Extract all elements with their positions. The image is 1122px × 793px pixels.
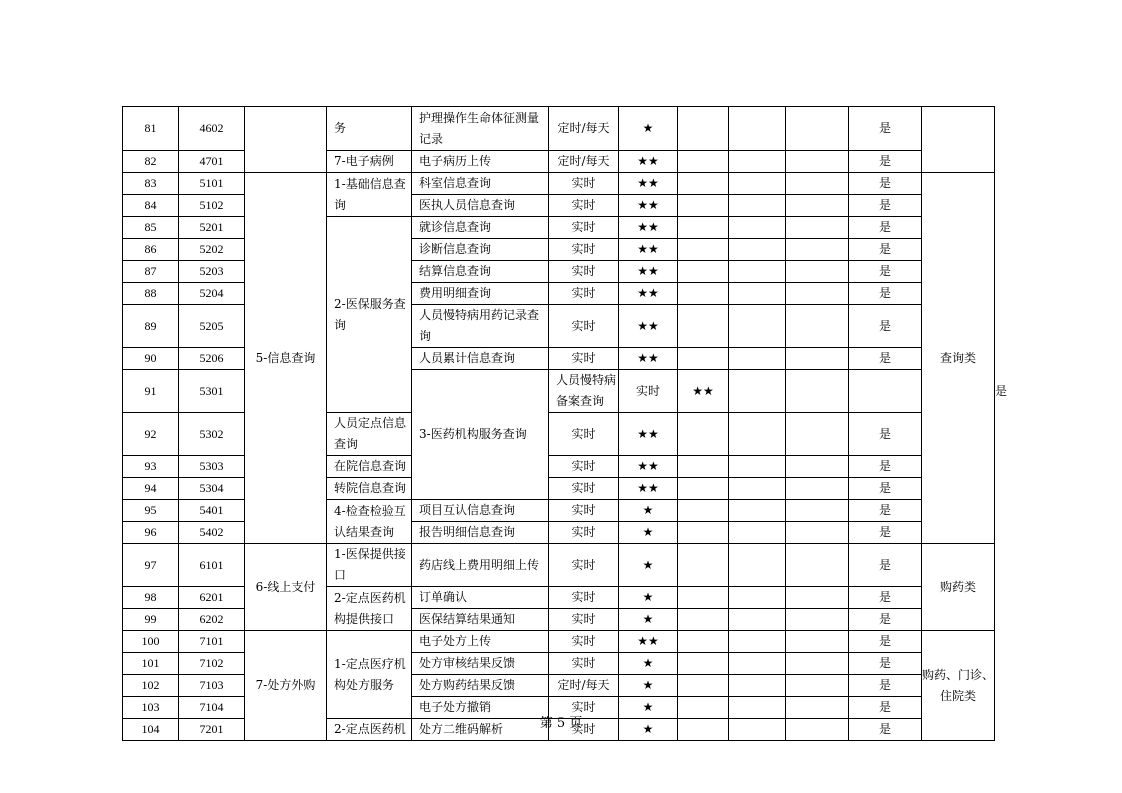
interface-code: 5206 <box>179 348 245 370</box>
required-flag: 是 <box>849 107 922 151</box>
interface-name: 诊断信息查询 <box>412 239 549 261</box>
blank-cell <box>786 370 849 413</box>
call-mode: 实时 <box>549 544 619 587</box>
subgroup-cell: 2-定点医药机构提供接口 <box>327 587 412 631</box>
priority-stars: ★★ <box>619 283 678 305</box>
interface-table <box>122 106 1008 741</box>
call-mode: 实时 <box>549 478 619 500</box>
priority-stars: ★★ <box>619 151 678 173</box>
blank-cell <box>678 544 729 587</box>
blank-cell <box>678 305 729 348</box>
blank-cell <box>678 261 729 283</box>
blank-cell <box>678 107 729 151</box>
required-flag: 是 <box>849 478 922 500</box>
interface-code: 6201 <box>179 587 245 609</box>
interface-name: 电子处方撤销 <box>412 697 549 719</box>
page-number: 第 5 页 <box>539 716 583 731</box>
blank-cell <box>678 151 729 173</box>
row-index: 94 <box>123 478 179 500</box>
blank-cell <box>729 631 786 653</box>
blank-cell <box>786 107 849 151</box>
blank-cell <box>729 173 786 195</box>
required-flag: 是 <box>849 719 922 741</box>
blank-cell <box>729 370 786 413</box>
call-mode: 实时 <box>549 456 619 478</box>
call-mode: 实时 <box>549 261 619 283</box>
row-index: 96 <box>123 522 179 544</box>
priority-stars: ★ <box>619 719 678 741</box>
call-mode: 实时 <box>549 719 619 741</box>
call-mode: 实时 <box>549 413 619 456</box>
interface-name: 就诊信息查询 <box>412 217 549 239</box>
blank-cell <box>729 217 786 239</box>
interface-name: 人员定点信息查询 <box>327 413 412 456</box>
blank-cell <box>678 653 729 675</box>
blank-cell <box>729 478 786 500</box>
interface-name: 人员慢特病用药记录查询 <box>412 305 549 348</box>
blank-cell <box>849 370 922 413</box>
table-row <box>123 173 995 195</box>
priority-stars: ★ <box>619 500 678 522</box>
blank-cell <box>729 500 786 522</box>
call-mode: 实时 <box>549 522 619 544</box>
category-cell: 查询类 <box>922 173 995 544</box>
interface-name: 在院信息查询 <box>327 456 412 478</box>
required-flag: 是 <box>849 675 922 697</box>
blank-cell <box>729 675 786 697</box>
row-index: 103 <box>123 697 179 719</box>
blank-cell <box>678 348 729 370</box>
priority-stars: ★ <box>619 544 678 587</box>
interface-code: 5101 <box>179 173 245 195</box>
call-mode: 实时 <box>549 239 619 261</box>
blank-cell <box>678 283 729 305</box>
row-index: 101 <box>123 653 179 675</box>
blank-cell <box>729 653 786 675</box>
blank-cell <box>786 173 849 195</box>
group-cell-4 <box>245 107 327 173</box>
table-row <box>123 631 995 653</box>
call-mode: 实时 <box>549 697 619 719</box>
blank-cell <box>678 239 729 261</box>
interface-code: 6101 <box>179 544 245 587</box>
interface-code: 5402 <box>179 522 245 544</box>
subgroup-cell: 务 <box>327 107 412 151</box>
blank-cell <box>729 587 786 609</box>
interface-name: 电子病历上传 <box>412 151 549 173</box>
row-index: 84 <box>123 195 179 217</box>
required-flag: 是 <box>849 173 922 195</box>
subgroup-cell: 3-医药机构服务查询 <box>412 370 549 500</box>
interface-name: 电子处方上传 <box>412 631 549 653</box>
blank-cell <box>729 456 786 478</box>
interface-code: 6202 <box>179 609 245 631</box>
required-flag: 是 <box>849 522 922 544</box>
priority-stars: ★★ <box>619 478 678 500</box>
call-mode: 实时 <box>549 283 619 305</box>
blank-cell <box>729 195 786 217</box>
blank-cell <box>729 283 786 305</box>
priority-stars: ★★ <box>619 305 678 348</box>
priority-stars: ★ <box>619 653 678 675</box>
blank-cell <box>786 239 849 261</box>
required-flag: 是 <box>849 261 922 283</box>
required-flag: 是 <box>849 697 922 719</box>
required-flag: 是 <box>849 413 922 456</box>
priority-stars: ★ <box>619 697 678 719</box>
interface-name: 处方二维码解析 <box>412 719 549 741</box>
call-mode: 定时/每天 <box>549 151 619 173</box>
blank-cell <box>729 522 786 544</box>
row-index: 81 <box>123 107 179 151</box>
call-mode: 定时/每天 <box>549 107 619 151</box>
blank-cell <box>786 500 849 522</box>
interface-code: 5302 <box>179 413 245 456</box>
priority-stars: ★★ <box>619 195 678 217</box>
call-mode: 实时 <box>549 609 619 631</box>
priority-stars: ★★ <box>619 239 678 261</box>
interface-name: 订单确认 <box>412 587 549 609</box>
blank-cell <box>678 478 729 500</box>
row-index: 95 <box>123 500 179 522</box>
blank-cell <box>678 195 729 217</box>
call-mode: 实时 <box>549 653 619 675</box>
required-flag: 是 <box>849 239 922 261</box>
interface-code: 5303 <box>179 456 245 478</box>
blank-cell <box>786 305 849 348</box>
call-mode: 实时 <box>549 348 619 370</box>
row-index: 83 <box>123 173 179 195</box>
interface-code: 7104 <box>179 697 245 719</box>
blank-cell <box>678 609 729 631</box>
interface-name: 报告明细信息查询 <box>412 522 549 544</box>
row-index: 87 <box>123 261 179 283</box>
blank-cell <box>786 151 849 173</box>
row-index: 104 <box>123 719 179 741</box>
row-index: 89 <box>123 305 179 348</box>
row-index: 91 <box>123 370 179 413</box>
call-mode: 实时 <box>549 631 619 653</box>
blank-cell <box>678 217 729 239</box>
category-cell: 购药、门诊、住院类 <box>922 631 995 741</box>
blank-cell <box>786 283 849 305</box>
priority-stars: ★★ <box>678 370 729 413</box>
subgroup-cell: 2-医保服务查询 <box>327 217 412 413</box>
required-flag: 是 <box>849 587 922 609</box>
interface-code: 5203 <box>179 261 245 283</box>
blank-cell <box>729 151 786 173</box>
required-flag: 是 <box>849 631 922 653</box>
row-index: 88 <box>123 283 179 305</box>
interface-name: 转院信息查询 <box>327 478 412 500</box>
category-cell <box>922 107 995 173</box>
subgroup-cell: 1-定点医疗机构处方服务 <box>327 631 412 719</box>
row-index: 99 <box>123 609 179 631</box>
interface-code: 5301 <box>179 370 245 413</box>
blank-cell <box>786 456 849 478</box>
interface-name: 药店线上费用明细上传 <box>412 544 549 587</box>
row-index: 100 <box>123 631 179 653</box>
required-flag: 是 <box>849 217 922 239</box>
priority-stars: ★★ <box>619 261 678 283</box>
interface-name: 科室信息查询 <box>412 173 549 195</box>
required-flag: 是 <box>849 195 922 217</box>
interface-code: 4602 <box>179 107 245 151</box>
interface-code: 7103 <box>179 675 245 697</box>
blank-cell <box>786 217 849 239</box>
required-flag: 是 <box>849 151 922 173</box>
interface-code: 5102 <box>179 195 245 217</box>
table-row: 91 5301 3-医药机构服务查询 人员慢特病备案查询 实时 ★★ 是 <box>123 370 995 413</box>
row-index: 86 <box>123 239 179 261</box>
priority-stars: ★★ <box>619 173 678 195</box>
interface-code: 7101 <box>179 631 245 653</box>
blank-cell <box>678 522 729 544</box>
blank-cell <box>786 348 849 370</box>
priority-stars: ★ <box>619 107 678 151</box>
blank-cell <box>729 609 786 631</box>
call-mode: 实时 <box>619 370 678 413</box>
interface-code: 5202 <box>179 239 245 261</box>
call-mode: 实时 <box>549 173 619 195</box>
blank-cell <box>729 239 786 261</box>
row-index: 90 <box>123 348 179 370</box>
blank-cell <box>786 631 849 653</box>
blank-cell <box>786 522 849 544</box>
blank-cell <box>678 500 729 522</box>
blank-cell <box>678 631 729 653</box>
blank-cell <box>729 413 786 456</box>
row-index: 97 <box>123 544 179 587</box>
required-flag: 是 <box>849 653 922 675</box>
subgroup-cell: 1-基础信息查询 <box>327 173 412 217</box>
blank-cell <box>786 609 849 631</box>
interface-name: 处方购药结果反馈 <box>412 675 549 697</box>
blank-cell <box>786 413 849 456</box>
interface-name: 费用明细查询 <box>412 283 549 305</box>
blank-cell <box>678 587 729 609</box>
blank-cell <box>786 675 849 697</box>
blank-cell <box>729 305 786 348</box>
interface-name: 处方审核结果反馈 <box>412 653 549 675</box>
group-cell-7: 7-处方外购 <box>245 631 327 741</box>
interface-code: 5401 <box>179 500 245 522</box>
priority-stars: ★★ <box>619 413 678 456</box>
interface-code: 4701 <box>179 151 245 173</box>
group-cell-5: 5-信息查询 <box>245 173 327 544</box>
priority-stars: ★★ <box>619 631 678 653</box>
subgroup-cell: 2-定点医药机 <box>327 719 412 741</box>
call-mode: 实时 <box>549 587 619 609</box>
required-flag: 是 <box>849 305 922 348</box>
required-flag: 是 <box>849 500 922 522</box>
call-mode: 定时/每天 <box>549 675 619 697</box>
interface-name: 人员慢特病备案查询 <box>549 370 619 413</box>
interface-name: 人员累计信息查询 <box>412 348 549 370</box>
priority-stars: ★★ <box>619 348 678 370</box>
blank-cell <box>786 587 849 609</box>
priority-stars: ★ <box>619 675 678 697</box>
blank-cell <box>729 348 786 370</box>
blank-cell <box>678 173 729 195</box>
priority-stars: ★ <box>619 609 678 631</box>
row-index: 85 <box>123 217 179 239</box>
blank-cell <box>729 544 786 587</box>
blank-cell <box>678 413 729 456</box>
interface-code: 5205 <box>179 305 245 348</box>
priority-stars: ★★ <box>619 217 678 239</box>
interface-code: 5201 <box>179 217 245 239</box>
row-index: 98 <box>123 587 179 609</box>
call-mode: 实时 <box>549 217 619 239</box>
required-flag: 是 <box>849 348 922 370</box>
row-index: 102 <box>123 675 179 697</box>
blank-cell <box>786 544 849 587</box>
priority-stars: ★ <box>619 587 678 609</box>
call-mode: 实时 <box>549 305 619 348</box>
interface-name: 项目互认信息查询 <box>412 500 549 522</box>
required-flag: 是 <box>849 283 922 305</box>
category-cell: 购药类 <box>922 544 995 631</box>
interface-name: 护理操作生命体征测量记录 <box>412 107 549 151</box>
interface-code: 5304 <box>179 478 245 500</box>
blank-cell <box>786 478 849 500</box>
subgroup-cell: 1-医保提供接口 <box>327 544 412 587</box>
subgroup-cell: 7-电子病例 <box>327 151 412 173</box>
call-mode: 实时 <box>549 195 619 217</box>
blank-cell <box>678 675 729 697</box>
blank-cell <box>729 261 786 283</box>
table-row <box>123 544 995 587</box>
subgroup-cell: 4-检查检验互认结果查询 <box>327 500 412 544</box>
blank-cell <box>678 456 729 478</box>
row-index: 93 <box>123 456 179 478</box>
blank-cell <box>729 107 786 151</box>
required-flag: 是 <box>849 544 922 587</box>
interface-code: 5204 <box>179 283 245 305</box>
blank-cell <box>786 195 849 217</box>
blank-cell <box>786 653 849 675</box>
row-index: 82 <box>123 151 179 173</box>
blank-cell <box>786 261 849 283</box>
interface-name: 医保结算结果通知 <box>412 609 549 631</box>
group-cell-6: 6-线上支付 <box>245 544 327 631</box>
interface-code: 7201 <box>179 719 245 741</box>
interface-code: 7102 <box>179 653 245 675</box>
table-row <box>123 107 995 151</box>
priority-stars: ★ <box>619 522 678 544</box>
required-flag: 是 <box>849 456 922 478</box>
interface-name: 结算信息查询 <box>412 261 549 283</box>
row-index: 92 <box>123 413 179 456</box>
required-flag: 是 <box>849 609 922 631</box>
priority-stars: ★★ <box>619 456 678 478</box>
interface-name: 医执人员信息查询 <box>412 195 549 217</box>
call-mode: 实时 <box>549 500 619 522</box>
